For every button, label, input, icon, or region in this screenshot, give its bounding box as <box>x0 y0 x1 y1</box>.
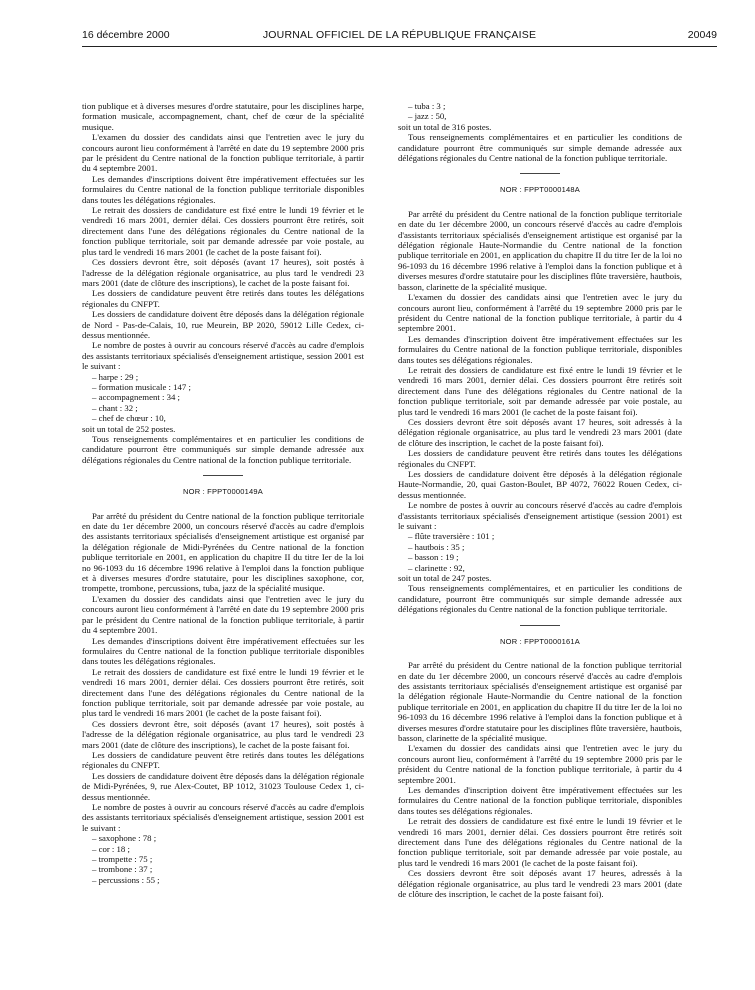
list-item: – trombone : 37 ; <box>92 864 153 875</box>
list-item: – basson : 19 ; <box>408 552 459 563</box>
posts-list <box>82 372 364 424</box>
paragraph: Le retrait des dossiers de candidature est fixé entre le lundi 19 février et le vendredi 16 mars 2001, dernier délai. Ces dossiers pourront être retirés, soit directement dans l'une des délégations régionales du Centre national de la fonction publique territoriale, soit par demande adressée par voie postale, au plus tard le vendredi 16 mars 2001 (le cachet de la poste faisant foi). <box>82 666 364 719</box>
nor-reference: NOR : FPPT0000148A <box>500 185 580 195</box>
paragraph: Les dossiers de candidature peuvent être retirés dans toutes les délégations régionales du CNFPT. <box>398 448 682 469</box>
paragraph: Les demandes d'inscriptions doivent être impérativement effectuées sur les formulaires du Centre national de la fonction publique territoriale disponibles dans toutes les délégations régionales. <box>82 173 364 205</box>
list-item: – tuba : 3 ; <box>408 101 446 111</box>
paragraph: Le retrait des dossiers de candidature est fixé entre le lundi 19 février et le vendredi 16 mars 2001, dernier délai. Ces dossiers pourront être retirés soit directement dans l'une des délégations régionales du Centre national de la fonction publique territoriale, soit par demande adressée par voie postale, au plus tard le vendredi 16 mars 2001 (le cachet de la poste faisant foi). <box>398 364 682 417</box>
paragraph: Tous renseignements complémentaires et en particulier les conditions de candidature pourront être communiqués sur simple demande adressée aux délégations régionales du Centre national de la fonction publique territoriale. <box>398 132 682 164</box>
list-item: – chef de chœur : 10, <box>92 413 166 424</box>
total-line: soit un total de 316 postes. <box>398 121 492 132</box>
list-item: – accompagnement : 34 ; <box>92 392 180 403</box>
posts-list <box>398 531 682 573</box>
paragraph: Tous renseignements complémentaires, et en particulier les conditions de candidature, pourront être communiqués sur simple demande adressée aux délégations régionales du Centre national de la fonction publique territoriale. <box>398 583 682 615</box>
list-item: – formation musicale : 147 ; <box>92 381 191 392</box>
paragraph: Les dossiers de candidature peuvent être retirés dans toutes les délégations régionales du CNFPT. <box>82 749 364 771</box>
paragraph: Le nombre de postes à ouvrir au concours réservé d'accès au cadre d'emplois des assistants territoriaux spécialisés d'enseignement artistique, session 2001 est le suivant : <box>82 340 364 372</box>
paragraph: Les demandes d'inscription doivent être impérativement effectuées sur les formulaires du Centre national de la fonction publique territoriale, disponibles dans toutes ses délégations régionales. <box>398 784 682 816</box>
posts-list <box>398 101 682 122</box>
paragraph: Tous renseignements complémentaires et en particulier les conditions de candidature pourront être communiqués sur simple demande adressée aux délégations régionales du Centre national de la fonction publique territoriale. <box>82 434 364 465</box>
paragraph: L'examen du dossier des candidats ainsi que l'entretien avec le jury du concours auront lieu conformément à l'arrêté en date du 19 septembre 2000 pris par le président du Centre national de la fonction publique territoriale, à partir du 4 septembre 2001. <box>82 593 364 636</box>
list-item: – cor : 18 ; <box>92 843 130 854</box>
page-header <box>82 26 717 47</box>
list-item: – harpe : 29 ; <box>92 371 139 382</box>
paragraph: tion publique et à diverses mesures d'ordre statutaire, pour les disciplines harpe, formation musicale, accompagnement, chant, chef de cœur de la spécialité musique. <box>82 101 364 132</box>
paragraph: Les dossiers de candidature doivent être déposés à la délégation régionale Haute-Normandie, 20, quai Gaston-Boulet, BP 4072, 76022 Rouen Cedex, ci-dessus mentionnée. <box>398 469 682 500</box>
posts-list <box>82 833 364 885</box>
list-item: – hautbois : 35 ; <box>408 541 465 552</box>
paragraph: Ces dossiers devront être, soit déposés (avant 17 heures), soit postés à l'adresse de la délégation régionale organisatrice, au plus tard le vendredi 23 mars 2001 (date de clôture des inscriptions), le cachet de la poste faisant foi. <box>82 257 364 288</box>
total-line: soit un total de 247 postes. <box>398 573 492 584</box>
paragraph: Ces dossiers devront être, soit déposés (avant 17 heures), soit postés à l'adresse de la délégation régionale organisatrice, au plus tard le vendredi 23 mars 2001 (date de clôture des inscriptions), le cachet de la poste faisant foi. <box>82 718 364 750</box>
journal-title: JOURNAL OFFICIEL DE LA RÉPUBLIQUE FRANÇAISE <box>262 29 537 41</box>
paragraph: Le nombre de postes à ouvrir au concours réservé d'accès au cadre d'emplois des assistants territoriaux spécialisés d'enseignement artistique, session 2001 est le suivant : <box>82 802 364 833</box>
paragraph: Les demandes d'inscriptions doivent être impérativement effectuées sur les formulaires du Centre national de la fonction publique territoriale disponibles dans toutes les délégations régionales. <box>82 635 364 667</box>
paragraph: Les dossiers de candidature doivent être déposés dans la délégation régionale de Midi-Pyrénées, 9, rue Alex-Coutet, BP 1012, 31023 Toulouse Cedex 1, ci-dessus mentionnée. <box>82 770 364 802</box>
total-line: soit un total de 252 postes. <box>82 423 176 434</box>
page-number: 20049 <box>687 29 717 41</box>
paragraph: Ces dossiers devront être soit déposés avant 17 heures, soit adressés à la délégation régionale organisatrice, au plus tard le vendredi 23 mars 2001 (date de clôture des inscription, le cachet de la poste faisant foi). <box>398 416 682 448</box>
right-column <box>398 101 682 899</box>
paragraph: Les demandes d'inscription doivent être impérativement effectuées sur les formulaires du Centre national de la fonction publique territoriale, disponibles dans toutes ses délégations régionales. <box>398 333 682 365</box>
paragraph: Les dossiers de candidature doivent être déposés dans la délégation régionale de Nord - Pas-de-Calais, 10, rue Meurein, BP 2020, 59012 Lille Cedex, ci-dessus mentionnée. <box>82 309 364 340</box>
paragraph: Par arrêté du président du Centre national de la fonction publique territoriale en date du 1er décembre 2000, un concours réservé d'accès au cadre d'emplois d'assistants territoriaux spécialisés d'enseignement artistique est organisé par la délégation régionale Haute-Normandie du Centre national de la fonction publique territoriale en 2001, en application du chapitre II du titre Ier de la loi no 96-1093 du 16 décembre 1996 relative à l'emploi dans la fonction publique et à diverses mesures d'ordre statutaire pour les disciplines flûte traversière, hautbois, basson, clarinette de la spécialité musique. <box>398 208 682 292</box>
paragraph: Le retrait des dossiers de candidature est fixé entre le lundi 19 février et le vendredi 16 mars 2001, dernier délai. Ces dossiers pourront être retirés, soit directement dans l'une des délégations régionales du Centre national de la fonction publique territoriale, soit par demande adressée par voie postale, au plus tard le vendredi 16 mars 2001 (le cachet de la poste faisant foi). <box>82 205 364 257</box>
nor-reference: NOR : FPPT0000161A <box>500 636 580 646</box>
paragraph: Les dossiers de candidature peuvent être retirés dans toutes les délégations régionales du CNFPT. <box>82 288 364 309</box>
list-item: – jazz : 50, <box>408 111 447 122</box>
paragraph: L'examen du dossier des candidats ainsi que l'entretien avec le jury du concours auront lieu conformément à l'arrêté en date du 19 septembre 2000 pris par le président du Centre national de la fonction publique territoriale, à partir du 4 septembre 2001. <box>82 132 364 174</box>
section-divider <box>520 173 560 174</box>
paragraph: L'examen du dossier des candidats ainsi que l'entretien avec le jury du concours auront lieu, conformément à l'arrêté du 19 septembre 2000 pris par le président du Centre national de la fonction publique territoriale, à partir du 4 septembre 2001. <box>398 743 682 785</box>
list-item: – chant : 32 ; <box>92 402 138 413</box>
section-divider <box>203 475 243 476</box>
paragraph: Le nombre de postes à ouvrir au concours réservé d'accès au cadre d'emplois d'assistants territoriaux spécialisés d'enseignement artistique (session 2001) est le suivant : <box>398 500 682 532</box>
paragraph: L'examen du dossier des candidats ainsi que l'entretien avec le jury du concours auront lieu, conformément à l'arrêté du 19 septembre 2000 pris par le président du Centre national de la fonction publique territoriale, à partir du 4 septembre 2001. <box>398 292 682 334</box>
section-divider <box>520 625 560 626</box>
list-item: – clarinette : 92, <box>408 562 465 573</box>
paragraph: Par arrêté du président du Centre national de la fonction publique territorial en date du 1er décembre 2000, un concours réservé d'accès au cadre d'emplois des assistants territoriaux spécialisés d'enseignement artistique est organisé par la délégation régionale Haute-Normandie du Centre national de la fonction publique territoriale en 2001, en application du chapitre II du titre Ier de la loi no 96-1093 du 16 décembre 1996 relative à l'emploi dans la fonction publique et à diverses mesures d'ordre statutaire pour les disciplines flûte traversière, hautbois, basson, clarinette de la spécialité musique. <box>398 660 682 743</box>
paragraph: Ces dossiers devront être soit déposés avant 17 heures, adressés à la délégation régionale organisatrice, au plus tard le vendredi 23 mars 2001 (date de clôture des inscription, le cachet de la poste faisant foi). <box>398 868 682 900</box>
list-item: – saxophone : 78 ; <box>92 833 157 844</box>
list-item: – flûte traversière : 101 ; <box>408 531 495 542</box>
left-column <box>82 101 364 885</box>
paragraph: Par arrêté du président du Centre national de la fonction publique territoriale en date du 1er décembre 2000, un concours réservé d'accès au cadre d'emplois des assistants territoriaux spécialisés d'enseignement artistique est organisé par la délégation régionale de Midi-Pyrénées du Centre national de la fonction publique territoriale en 2001, en application du chapitre II du titre Ier de la loi no 96-1093 du 16 décembre 1996 relative à l'emploi dans la fonction publique et à diverses mesures d'ordre statutaire, pour les disciplines saxophone, cor, trompette, trombone, percussions, tuba, jazz de la spécialité musique. <box>82 510 364 594</box>
paragraph: Le retrait des dossiers de candidature est fixé entre le lundi 19 février et le vendredi 16 mars 2001, dernier délai. Ces dossiers pourront être retirés soit directement dans l'une des délégations régionales du Centre national de la fonction publique territoriale, soit par demande adressée par voie postale, au plus tard le vendredi 16 mars 2001 (le cachet de la poste faisant foi). <box>398 816 682 868</box>
nor-reference: NOR : FPPT0000149A <box>183 487 263 497</box>
list-item: – percussions : 55 ; <box>92 874 160 885</box>
header-date: 16 décembre 2000 <box>82 29 170 41</box>
list-item: – trompette : 75 ; <box>92 854 153 865</box>
